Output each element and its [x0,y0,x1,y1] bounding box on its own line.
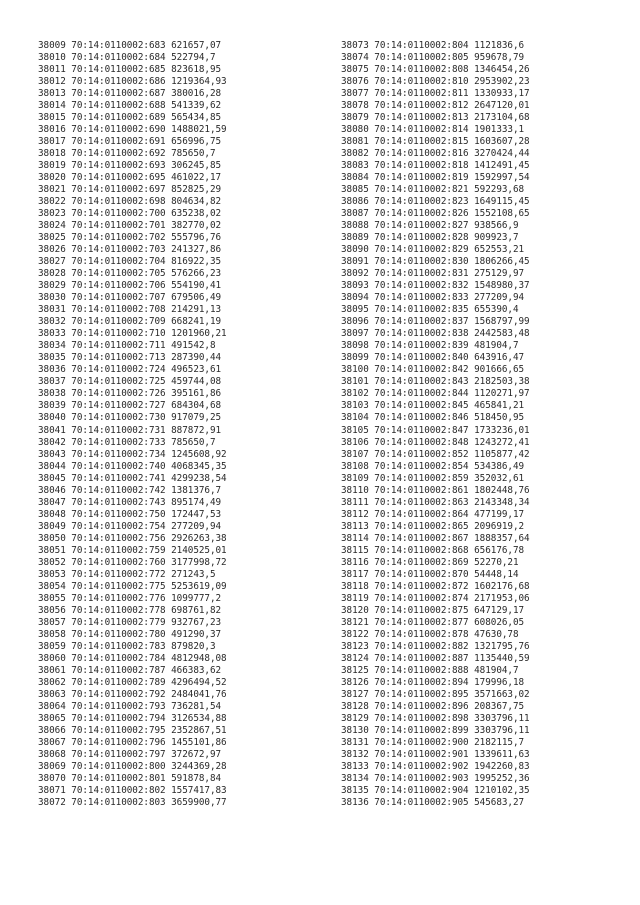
list-item: 38075 70:14:0110002:808 1346454,26 [341,64,530,76]
list-item: 38027 70:14:0110002:704 816922,35 [38,256,222,268]
list-item: 38123 70:14:0110002:882 1321795,76 [341,640,530,652]
list-item: 38029 70:14:0110002:706 554190,41 [38,280,222,292]
list-item: 38129 70:14:0110002:898 3303796,11 [341,712,530,724]
list-item: 38058 70:14:0110002:780 491290,37 [38,628,222,640]
list-item: 38069 70:14:0110002:800 3244369,28 [38,760,227,772]
list-item: 38106 70:14:0110002:848 1243272,41 [341,436,530,448]
list-item: 38120 70:14:0110002:875 647129,17 [341,604,525,616]
list-item: 38082 70:14:0110002:816 3270424,44 [341,148,530,160]
list-item: 38014 70:14:0110002:688 541339,62 [38,100,222,112]
list-item: 38081 70:14:0110002:815 1603607,28 [341,136,530,148]
list-item: 38101 70:14:0110002:843 2182503,38 [341,376,530,388]
list-item: 38063 70:14:0110002:792 2484041,76 [38,688,227,700]
list-item: 38097 70:14:0110002:838 2442583,48 [341,328,530,340]
list-item: 38104 70:14:0110002:846 518450,95 [341,412,525,424]
list-item: 38015 70:14:0110002:689 565434,85 [38,112,222,124]
list-item: 38132 70:14:0110002:901 1339611,63 [341,748,530,760]
list-item: 38061 70:14:0110002:787 466383,62 [38,664,222,676]
list-item: 38109 70:14:0110002:859 352032,61 [341,472,525,484]
list-item: 38051 70:14:0110002:759 2140525,01 [38,544,227,556]
list-item: 38136 70:14:0110002:905 545683,27 [341,796,525,808]
list-item: 38110 70:14:0110002:861 1802448,76 [341,484,530,496]
list-item: 38047 70:14:0110002:743 895174,49 [38,496,222,508]
list-item: 38032 70:14:0110002:709 668241,19 [38,316,222,328]
list-item: 38012 70:14:0110002:686 1219364,93 [38,76,227,88]
list-item: 38043 70:14:0110002:734 1245608,92 [38,448,227,460]
list-item: 38089 70:14:0110002:828 909923,7 [341,232,519,244]
list-item: 38076 70:14:0110002:810 2953902,23 [341,76,530,88]
right-column [341,40,530,809]
list-item: 38114 70:14:0110002:867 1888357,64 [341,532,530,544]
list-item: 38041 70:14:0110002:731 887872,91 [38,424,222,436]
list-item: 38098 70:14:0110002:839 481904,7 [341,340,519,352]
list-item: 38021 70:14:0110002:697 852825,29 [38,184,222,196]
list-item: 38055 70:14:0110002:776 1099777,2 [38,592,222,604]
list-item: 38092 70:14:0110002:831 275129,97 [341,268,525,280]
list-item: 38048 70:14:0110002:750 172447,53 [38,508,222,520]
list-item: 38042 70:14:0110002:733 785650,7 [38,436,216,448]
list-item: 38121 70:14:0110002:877 608026,05 [341,616,525,628]
list-item: 38088 70:14:0110002:827 938566,9 [341,220,519,232]
list-item: 38073 70:14:0110002:804 1121836,6 [341,40,525,51]
list-item: 38039 70:14:0110002:727 684304,68 [38,400,222,412]
list-item: 38010 70:14:0110002:684 522794,7 [38,52,216,64]
list-item: 38033 70:14:0110002:710 1201960,21 [38,328,227,340]
list-item: 38031 70:14:0110002:708 214291,13 [38,304,222,316]
list-item: 38085 70:14:0110002:821 592293,68 [341,184,525,196]
list-item: 38111 70:14:0110002:863 2143348,34 [341,496,530,508]
list-item: 38036 70:14:0110002:724 496523,61 [38,364,222,376]
list-item: 38107 70:14:0110002:852 1105877,42 [341,448,530,460]
list-item: 38062 70:14:0110002:789 4296494,52 [38,676,227,688]
list-item: 38108 70:14:0110002:854 534386,49 [341,460,525,472]
list-item: 38057 70:14:0110002:779 932767,23 [38,616,222,628]
list-item: 38026 70:14:0110002:703 241327,86 [38,244,222,256]
list-item: 38030 70:14:0110002:707 679506,49 [38,292,222,304]
list-item: 38022 70:14:0110002:698 804634,82 [38,196,222,208]
list-item: 38009 70:14:0110002:683 621657,07 [38,40,222,51]
list-item: 38091 70:14:0110002:830 1806266,45 [341,256,530,268]
list-item: 38079 70:14:0110002:813 2173104,68 [341,112,530,124]
list-item: 38083 70:14:0110002:818 1412491,45 [341,160,530,172]
list-item: 38093 70:14:0110002:832 1548980,37 [341,280,530,292]
list-item: 38113 70:14:0110002:865 2096919,2 [341,520,525,532]
list-item: 38050 70:14:0110002:756 2926263,38 [38,532,227,544]
list-item: 38072 70:14:0110002:803 3659900,77 [38,796,227,808]
list-item: 38013 70:14:0110002:687 380016,28 [38,88,222,100]
list-item: 38046 70:14:0110002:742 1381376,7 [38,484,222,496]
list-item: 38016 70:14:0110002:690 1488021,59 [38,124,227,136]
list-item: 38049 70:14:0110002:754 277209,94 [38,520,222,532]
list-item: 38074 70:14:0110002:805 959678,79 [341,52,525,64]
list-item: 38011 70:14:0110002:685 823618,95 [38,64,222,76]
list-item: 38131 70:14:0110002:900 2182115,7 [341,736,525,748]
list-item: 38086 70:14:0110002:823 1649115,45 [341,196,530,208]
list-item: 38116 70:14:0110002:869 52270,21 [341,556,519,568]
list-item: 38066 70:14:0110002:795 2352867,51 [38,724,227,736]
list-item: 38038 70:14:0110002:726 395161,86 [38,388,222,400]
left-column [38,40,227,809]
list-item: 38020 70:14:0110002:695 461022,17 [38,172,222,184]
list-item: 38052 70:14:0110002:760 3177998,72 [38,556,227,568]
list-item: 38078 70:14:0110002:812 2647120,01 [341,100,530,112]
list-item: 38080 70:14:0110002:814 1901333,1 [341,124,525,136]
list-item: 38099 70:14:0110002:840 643916,47 [341,352,525,364]
list-item: 38130 70:14:0110002:899 3303796,11 [341,724,530,736]
list-item: 38103 70:14:0110002:845 465841,21 [341,400,525,412]
list-item: 38134 70:14:0110002:903 1995252,36 [341,772,530,784]
list-item: 38125 70:14:0110002:888 481904,7 [341,664,519,676]
list-item: 38034 70:14:0110002:711 491542,8 [38,340,216,352]
list-item: 38053 70:14:0110002:772 271243,5 [38,568,216,580]
list-item: 38122 70:14:0110002:878 47630,78 [341,628,519,640]
list-item: 38037 70:14:0110002:725 459744,08 [38,376,222,388]
list-item: 38024 70:14:0110002:701 382770,02 [38,220,222,232]
list-item: 38100 70:14:0110002:842 901666,65 [341,364,525,376]
list-item: 38117 70:14:0110002:870 54448,14 [341,568,519,580]
list-item: 38124 70:14:0110002:887 1135440,59 [341,652,530,664]
list-item: 38094 70:14:0110002:833 277209,94 [341,292,525,304]
list-item: 38017 70:14:0110002:691 656996,75 [38,136,222,148]
list-item: 38119 70:14:0110002:874 2171953,06 [341,592,530,604]
list-item: 38126 70:14:0110002:894 179996,18 [341,676,525,688]
list-item: 38060 70:14:0110002:784 4812948,08 [38,652,227,664]
list-item: 38018 70:14:0110002:692 785650,7 [38,148,216,160]
list-item: 38019 70:14:0110002:693 306245,85 [38,160,222,172]
list-item: 38065 70:14:0110002:794 3126534,88 [38,712,227,724]
list-item: 38070 70:14:0110002:801 591878,84 [38,772,222,784]
list-item: 38102 70:14:0110002:844 1120271,97 [341,388,530,400]
list-item: 38025 70:14:0110002:702 555796,76 [38,232,222,244]
list-item: 38077 70:14:0110002:811 1330933,17 [341,88,530,100]
list-item: 38096 70:14:0110002:837 1568797,99 [341,316,530,328]
list-item: 38112 70:14:0110002:864 477199,17 [341,508,525,520]
list-item: 38059 70:14:0110002:783 879820,3 [38,640,216,652]
list-item: 38044 70:14:0110002:740 4068345,35 [38,460,227,472]
list-item: 38084 70:14:0110002:819 1592997,54 [341,172,530,184]
list-item: 38054 70:14:0110002:775 5253619,09 [38,580,227,592]
list-item: 38128 70:14:0110002:896 208367,75 [341,700,525,712]
list-item: 38067 70:14:0110002:796 1455101,86 [38,736,227,748]
list-item: 38045 70:14:0110002:741 4299238,54 [38,472,227,484]
list-item: 38064 70:14:0110002:793 736281,54 [38,700,222,712]
list-item: 38068 70:14:0110002:797 372672,97 [38,748,222,760]
list-item: 38127 70:14:0110002:895 3571663,02 [341,688,530,700]
list-item: 38028 70:14:0110002:705 576266,23 [38,268,222,280]
list-item: 38090 70:14:0110002:829 652553,21 [341,244,525,256]
list-item: 38040 70:14:0110002:730 917079,25 [38,412,222,424]
list-item: 38118 70:14:0110002:872 1602176,68 [341,580,530,592]
list-item: 38071 70:14:0110002:802 1557417,83 [38,784,227,796]
list-item: 38095 70:14:0110002:835 655390,4 [341,304,519,316]
list-item: 38035 70:14:0110002:713 287390,44 [38,352,222,364]
list-item: 38135 70:14:0110002:904 1210102,35 [341,784,530,796]
list-item: 38115 70:14:0110002:868 656176,78 [341,544,525,556]
list-item: 38023 70:14:0110002:700 635238,02 [38,208,222,220]
list-item: 38087 70:14:0110002:826 1552108,65 [341,208,530,220]
list-item: 38056 70:14:0110002:778 698761,82 [38,604,222,616]
list-item: 38105 70:14:0110002:847 1733236,01 [341,424,530,436]
list-item: 38133 70:14:0110002:902 1942260,83 [341,760,530,772]
